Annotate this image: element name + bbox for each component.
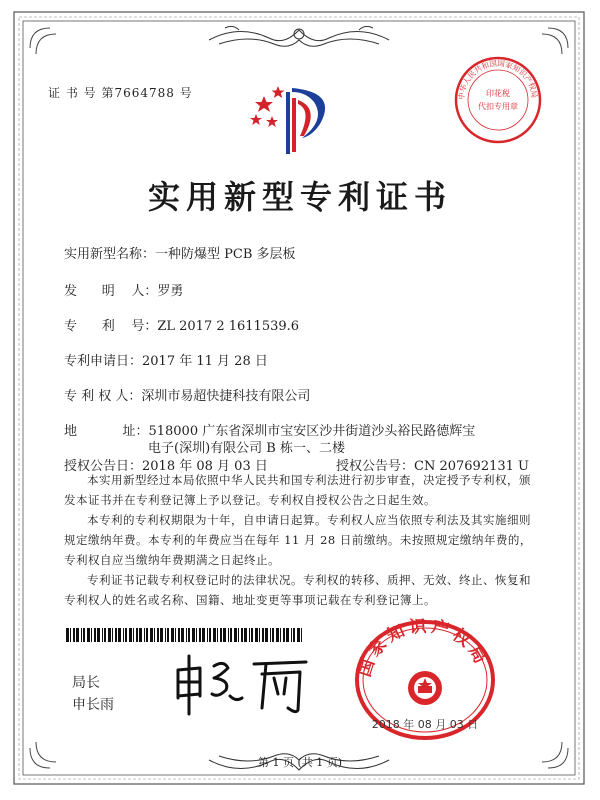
field-inventor-value: 罗勇 bbox=[157, 284, 184, 299]
signatory-role: 局长 bbox=[72, 675, 100, 691]
tax-stamp-line2: 代扣专用章 bbox=[478, 102, 518, 111]
barcode-bar bbox=[207, 628, 208, 642]
tax-stamp bbox=[452, 54, 544, 146]
barcode-bar bbox=[91, 628, 92, 642]
field-filing-date-value: 2017 年 11 月 28 日 bbox=[142, 354, 268, 369]
barcode-bar bbox=[108, 628, 111, 642]
barcode-bar bbox=[238, 628, 239, 642]
corner-ornament-icon bbox=[542, 28, 568, 54]
barcode-bar bbox=[165, 628, 166, 642]
barcode-bar bbox=[104, 628, 106, 642]
body-paragraph: 专利证书记载专利权登记时的法律状况。专利权的转移、质押、无效、终止、恢复和专利权人的姓名或名称、国籍、地址变更等事项记载在专利登记簿上。 bbox=[64, 573, 531, 607]
field-patentee-label: 专 利 权 人： bbox=[64, 389, 142, 404]
barcode-bar bbox=[199, 628, 201, 642]
barcode-bar bbox=[251, 628, 253, 642]
field-filing-date-label: 专利申请日： bbox=[64, 354, 143, 369]
barcode-bar bbox=[139, 628, 142, 642]
barcode-bar bbox=[192, 628, 195, 642]
barcode-bar bbox=[186, 628, 187, 642]
barcode-bar bbox=[94, 628, 96, 642]
national-emblem-icon bbox=[408, 671, 442, 705]
tax-stamp-arc-text: 中华人民共和国国家知识产权局 bbox=[456, 58, 540, 101]
field-filing-date-row bbox=[64, 350, 268, 369]
barcode-bar bbox=[188, 628, 190, 642]
barcode-bar bbox=[272, 628, 274, 642]
barcode-bar bbox=[220, 628, 222, 642]
field-name-row bbox=[64, 243, 296, 262]
barcode-icon bbox=[66, 628, 306, 642]
barcode-bar bbox=[171, 628, 174, 642]
barcode-bar bbox=[270, 628, 271, 642]
certificate-body bbox=[64, 470, 539, 610]
barcode-bar bbox=[297, 628, 300, 642]
barcode-bar bbox=[160, 628, 163, 642]
barcode-bar bbox=[157, 628, 159, 642]
barcode-bar bbox=[286, 628, 289, 642]
barcode-bar bbox=[97, 628, 100, 642]
barcode-bar bbox=[301, 628, 302, 642]
field-grant-date-label: 授权公告日： bbox=[64, 459, 143, 474]
body-paragraph: 本专利的专利权期限为十年，自申请日起算。专利权人应当依照专利法及其实施细则规定缴纳年费。本专利的年费应当在每年 11 月 28 日前缴纳。未按照规定缴纳年费的，专利权自应当缴纳年费期满之日起终止。 bbox=[64, 513, 532, 567]
field-patentee-value: 深圳市易超快捷科技有限公司 bbox=[141, 389, 311, 404]
barcode-bar bbox=[213, 628, 216, 642]
barcode-bar bbox=[112, 628, 113, 642]
field-address-line2: 电子(深圳)有限公司 B 栋一、二楼 bbox=[148, 441, 345, 456]
barcode-bar bbox=[167, 628, 169, 642]
barcode-bar bbox=[83, 628, 85, 642]
barcode-bar bbox=[249, 628, 250, 642]
top-ornament-icon bbox=[209, 26, 389, 46]
field-patent-no-value: ZL 2017 2 1611539.6 bbox=[157, 319, 300, 334]
barcode-bar bbox=[133, 628, 134, 642]
field-patentee-row bbox=[64, 385, 310, 404]
barcode-bar bbox=[280, 628, 281, 642]
barcode-bar bbox=[102, 628, 103, 642]
field-grant-no-value: CN 207692131 U bbox=[414, 459, 529, 474]
barcode-bar bbox=[118, 628, 121, 642]
barcode-bar bbox=[223, 628, 226, 642]
barcode-bar bbox=[146, 628, 148, 642]
barcode-bar bbox=[66, 628, 69, 642]
svg-text:国家知识产权局 bbox=[355, 616, 492, 679]
barcode-bar bbox=[115, 628, 117, 642]
certificate-number: 证 书 号 第7664788 号 bbox=[48, 86, 193, 100]
barcode-bar bbox=[241, 628, 243, 642]
barcode-bar bbox=[81, 628, 82, 642]
field-address-line1: 518000 广东省深圳市宝安区沙井街道沙头裕民路德辉宝 bbox=[148, 424, 476, 439]
barcode-bar bbox=[244, 628, 247, 642]
field-name-label: 实用新型名称： bbox=[64, 247, 156, 262]
field-name-value: 一种防爆型 PCB 多层板 bbox=[155, 247, 296, 262]
barcode-bar bbox=[265, 628, 268, 642]
barcode-bar bbox=[123, 628, 124, 642]
body-paragraph: 本实用新型经过本局依照中华人民共和国专利法进行初步审查，决定授予专利权，颁发本证书并在专利登记簿上予以登记。专利权自授权公告之日起生效。 bbox=[64, 473, 531, 507]
barcode-bar bbox=[70, 628, 71, 642]
field-address-label: 地 址： bbox=[64, 424, 149, 439]
barcode-bar bbox=[181, 628, 184, 642]
barcode-bar bbox=[87, 628, 90, 642]
barcode-bar bbox=[175, 628, 176, 642]
barcode-bar bbox=[276, 628, 279, 642]
field-grant-date-value: 2018 年 08 月 03 日 bbox=[142, 459, 268, 474]
barcode-bar bbox=[73, 628, 75, 642]
barcode-bar bbox=[125, 628, 127, 642]
corner-ornament-icon bbox=[30, 28, 56, 54]
page-number: 第 1 页 (共 1 页) bbox=[257, 756, 343, 769]
barcode-bar bbox=[262, 628, 264, 642]
signatory-name: 申长雨 bbox=[72, 697, 114, 713]
barcode-bar bbox=[154, 628, 155, 642]
field-inventor-row bbox=[64, 280, 183, 299]
field-patent-no-label: 专 利 号： bbox=[64, 319, 158, 334]
barcode-bar bbox=[255, 628, 258, 642]
barcode-bar bbox=[202, 628, 205, 642]
barcode-bar bbox=[150, 628, 153, 642]
cnipa-logo-icon bbox=[242, 80, 352, 158]
handwritten-signature-icon bbox=[170, 650, 320, 720]
barcode-bar bbox=[293, 628, 295, 642]
barcode-bar bbox=[76, 628, 79, 642]
barcode-bar bbox=[283, 628, 285, 642]
barcode-bar bbox=[209, 628, 211, 642]
barcode-bar bbox=[196, 628, 197, 642]
barcode-bar bbox=[234, 628, 237, 642]
tax-stamp-line1: 印花税 bbox=[486, 89, 510, 98]
seal-arc-text: 国家知识产权局 bbox=[354, 616, 492, 680]
barcode-bar bbox=[136, 628, 138, 642]
official-seal bbox=[352, 616, 498, 740]
seal-date: 2018 年 08 月 03 日 bbox=[371, 718, 479, 731]
barcode-bar bbox=[228, 628, 229, 642]
barcode-bar bbox=[259, 628, 260, 642]
barcode-bar bbox=[230, 628, 232, 642]
page-title: 实用新型专利证书 bbox=[147, 178, 452, 216]
barcode-bar bbox=[144, 628, 145, 642]
barcode-bar bbox=[291, 628, 292, 642]
field-patent-no-row bbox=[64, 315, 299, 334]
field-inventor-label: 发 明 人： bbox=[64, 284, 158, 299]
barcode-bar bbox=[129, 628, 132, 642]
barcode-bar bbox=[217, 628, 218, 642]
barcode-bar bbox=[178, 628, 180, 642]
field-grant-no-label: 授权公告号： bbox=[336, 459, 415, 474]
